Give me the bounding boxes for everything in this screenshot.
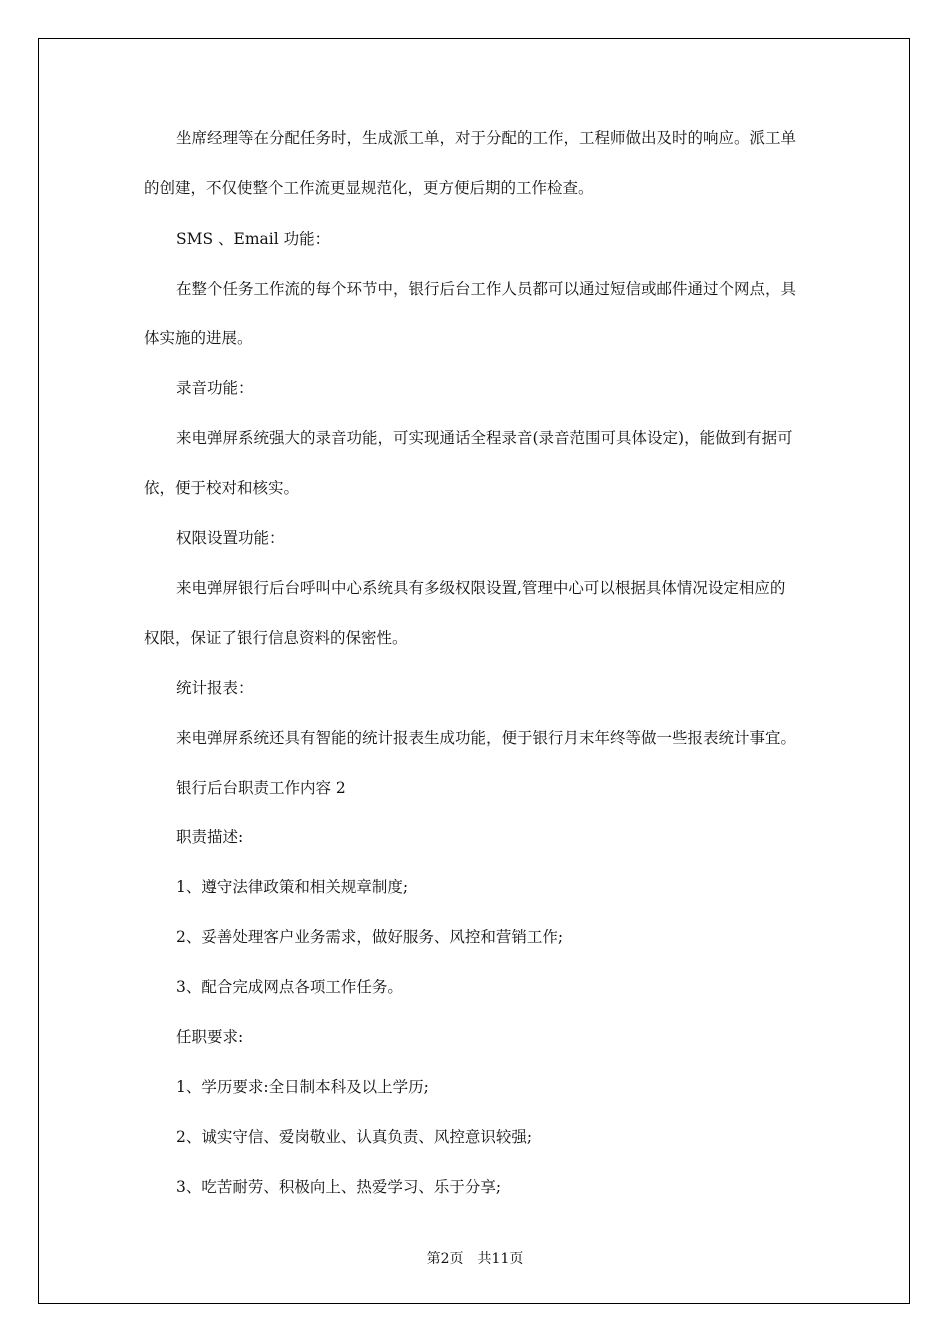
page-frame: [38, 38, 910, 1304]
paragraph-line: 在整个任务工作流的每个环节中，银行后台工作人员都可以通过短信或邮件通过个网点，具: [176, 280, 797, 298]
list-item: 3、吃苦耐劳、积极向上、热爱学习、乐于分享;: [176, 1178, 502, 1196]
section-heading: 权限设置功能：: [176, 529, 285, 547]
list-item: 1、学历要求:全日制本科及以上学历;: [176, 1078, 429, 1096]
list-item: 1、遵守法律政策和相关规章制度;: [176, 878, 409, 896]
paragraph-line: 权限，保证了银行信息资料的保密性。: [144, 629, 408, 647]
paragraph-line: 来电弹屏银行后台呼叫中心系统具有多级权限设置,管理中心可以根据具体情况设定相应的: [176, 579, 786, 597]
section-heading: 统计报表：: [176, 679, 254, 697]
paragraph-line: 来电弹屏系统强大的录音功能，可实现通话全程录音(录音范围可具体设定)，能做到有据可: [176, 429, 793, 447]
section-heading: 任职要求:: [176, 1028, 244, 1046]
paragraph-line: SMS 、Email 功能：: [176, 230, 331, 248]
section-heading: 录音功能：: [176, 379, 254, 397]
list-item: 2、妥善处理客户业务需求，做好服务、风控和营销工作;: [176, 928, 564, 946]
page-footer: 第2页 共11页: [426, 1251, 524, 1267]
section-heading: 职责描述:: [176, 828, 244, 846]
section-title: 银行后台职责工作内容 2: [176, 779, 346, 797]
paragraph-line: 体实施的进展。: [144, 329, 253, 347]
paragraph-line: 依，便于校对和核实。: [144, 479, 300, 497]
paragraph-line: 的创建，不仅使整个工作流更显规范化，更方便后期的工作检查。: [144, 179, 594, 197]
list-item: 3、配合完成网点各项工作任务。: [176, 978, 403, 996]
list-item: 2、诚实守信、爱岗敬业、认真负责、风控意识较强;: [176, 1128, 533, 1146]
paragraph-line: 来电弹屏系统还具有智能的统计报表生成功能，便于银行月末年终等做一些报表统计事宜。: [176, 729, 797, 747]
paragraph-line: 坐席经理等在分配任务时，生成派工单，对于分配的工作，工程师做出及时的响应。派工单: [176, 129, 797, 147]
